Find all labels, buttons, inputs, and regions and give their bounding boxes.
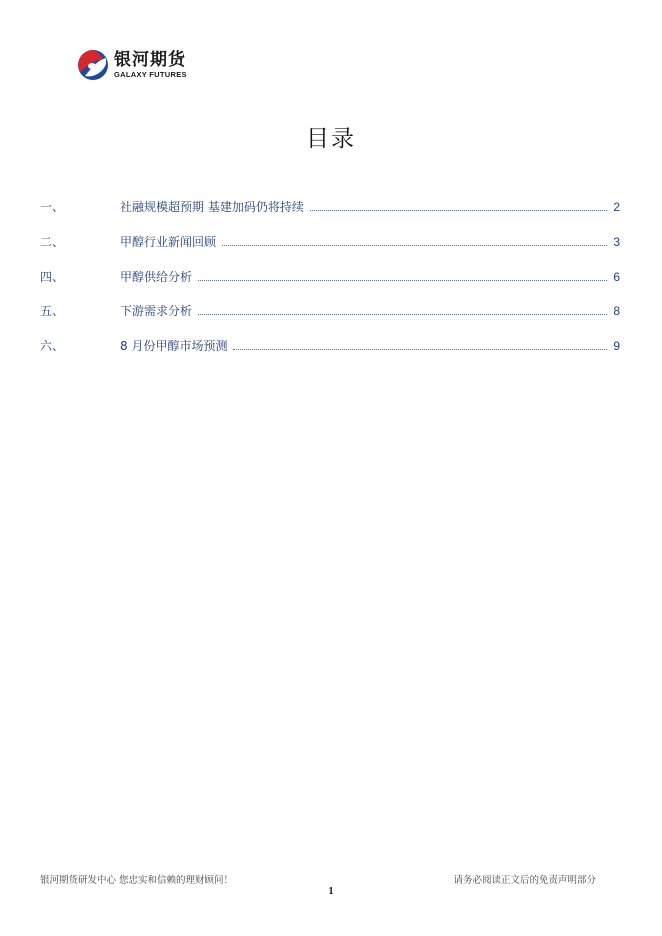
- footer-slogan: 银河期货研发中心 您忠实和信赖的理财顾问！: [40, 875, 234, 886]
- toc-entry-title[interactable]: 下游需求分析: [120, 304, 193, 319]
- toc-dot-leader: [198, 306, 607, 315]
- toc-entry-page[interactable]: 6: [613, 269, 620, 284]
- galaxy-logo-icon: [76, 48, 110, 82]
- page-number: 1: [328, 886, 334, 897]
- toc-entry-number: 五、: [40, 304, 65, 319]
- toc-entry[interactable]: [40, 198, 620, 233]
- toc-entry-page[interactable]: 9: [613, 339, 620, 354]
- toc-dot-leader: [222, 237, 607, 246]
- toc-entry[interactable]: [40, 302, 620, 337]
- toc-entry-title[interactable]: 社融规模超预期 基建加码仍将持续: [120, 200, 304, 214]
- toc-entry[interactable]: [40, 268, 620, 303]
- toc-entry[interactable]: [40, 337, 620, 372]
- footer-disclaimer: 请务必阅读正文后的免责声明部分: [453, 875, 596, 886]
- toc-entry-number: 二、: [40, 234, 65, 249]
- toc-dot-leader: [198, 272, 607, 281]
- toc-entry[interactable]: [40, 233, 620, 268]
- toc-dot-leader: [233, 341, 607, 350]
- toc-dot-leader: [310, 202, 607, 211]
- toc-entry-page[interactable]: 8: [613, 304, 620, 319]
- company-logo: [76, 48, 187, 82]
- toc-entry-page[interactable]: 3: [613, 234, 620, 249]
- logo-english-name: GALAXY FUTURES: [114, 69, 187, 79]
- toc-entry-page[interactable]: 2: [613, 200, 620, 214]
- page-title: 目录: [306, 126, 356, 152]
- toc-entry-title[interactable]: 甲醇供给分析: [120, 269, 193, 284]
- toc-entry-title[interactable]: 8 月份甲醇市场预测: [120, 339, 228, 354]
- toc-entry-number: 一、: [40, 200, 65, 214]
- toc-entry-number: 四、: [40, 269, 65, 284]
- logo-chinese-name: 银河期货: [114, 49, 186, 70]
- toc-entry-title[interactable]: 甲醇行业新闻回顾: [120, 234, 217, 249]
- toc-entry-number: 六、: [40, 339, 65, 354]
- table-of-contents: [40, 198, 620, 372]
